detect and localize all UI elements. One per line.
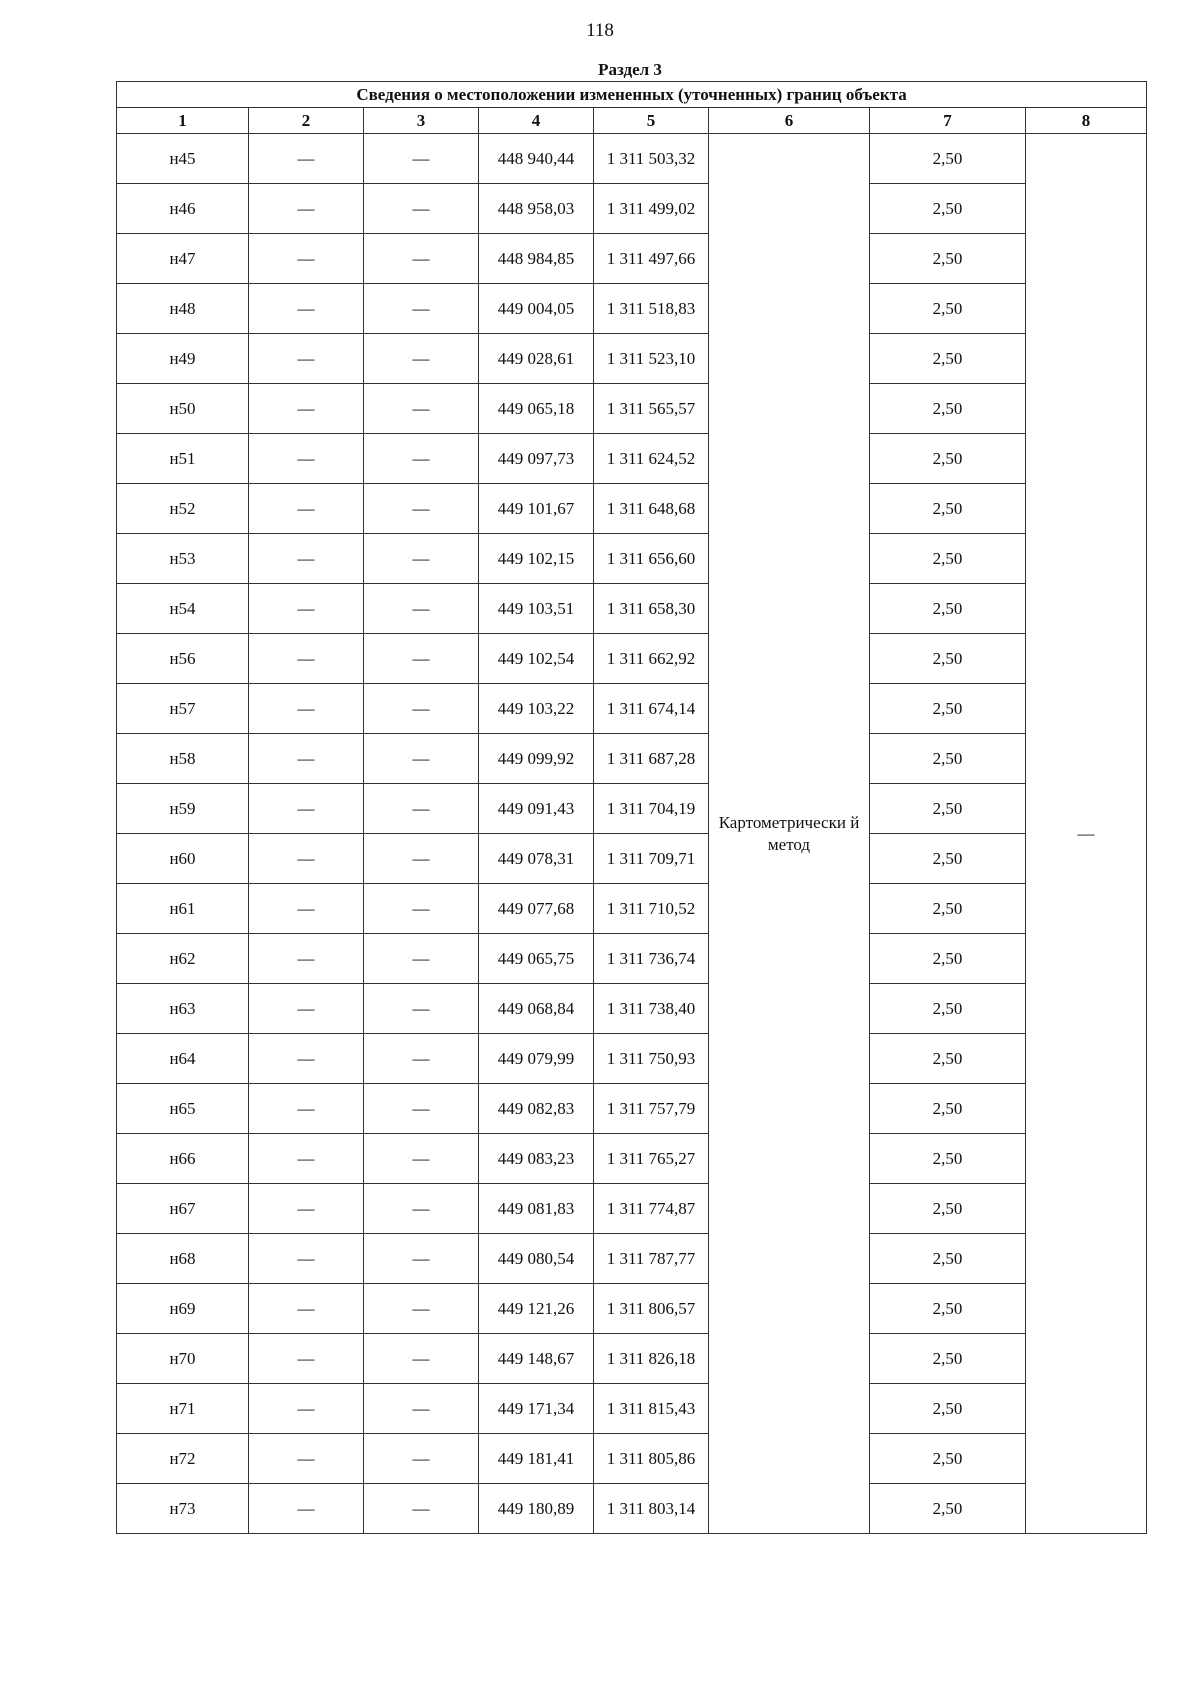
x-coordinate-cell: 449 101,67 bbox=[479, 484, 594, 534]
column-3-cell: — bbox=[364, 734, 479, 784]
table-row bbox=[117, 584, 1147, 634]
table-row bbox=[117, 734, 1147, 784]
section-title: Раздел 3 bbox=[598, 60, 662, 79]
x-coordinate-cell: 449 082,83 bbox=[479, 1084, 594, 1134]
column-2-cell: — bbox=[249, 1184, 364, 1234]
point-id-cell: н71 bbox=[117, 1384, 249, 1434]
y-coordinate-cell: 1 311 662,92 bbox=[594, 634, 709, 684]
column-3-cell: — bbox=[364, 1184, 479, 1234]
y-coordinate-cell: 1 311 738,40 bbox=[594, 984, 709, 1034]
column-3-cell: — bbox=[364, 234, 479, 284]
table-row bbox=[117, 1284, 1147, 1334]
column-3-cell: — bbox=[364, 284, 479, 334]
point-id-cell: н65 bbox=[117, 1084, 249, 1134]
table-row bbox=[117, 1184, 1147, 1234]
x-coordinate-cell: 449 079,99 bbox=[479, 1034, 594, 1084]
y-coordinate-cell: 1 311 774,87 bbox=[594, 1184, 709, 1234]
point-id-cell: н64 bbox=[117, 1034, 249, 1084]
column-2-cell: — bbox=[249, 334, 364, 384]
column-3-cell: — bbox=[364, 934, 479, 984]
y-coordinate-cell: 1 311 656,60 bbox=[594, 534, 709, 584]
column-2-cell: — bbox=[249, 284, 364, 334]
column-3-cell: — bbox=[364, 634, 479, 684]
table-row bbox=[117, 1384, 1147, 1434]
x-coordinate-cell: 449 181,41 bbox=[479, 1434, 594, 1484]
x-coordinate-cell: 449 180,89 bbox=[479, 1484, 594, 1534]
table-caption-row bbox=[117, 82, 1147, 108]
point-id-cell: н56 bbox=[117, 634, 249, 684]
column-3-cell: — bbox=[364, 1434, 479, 1484]
column-3-cell: — bbox=[364, 334, 479, 384]
precision-cell: 2,50 bbox=[870, 734, 1026, 784]
x-coordinate-cell: 449 004,05 bbox=[479, 284, 594, 334]
column-2-cell: — bbox=[249, 1334, 364, 1384]
table-row bbox=[117, 634, 1147, 684]
y-coordinate-cell: 1 311 624,52 bbox=[594, 434, 709, 484]
column-number: 3 bbox=[364, 108, 479, 134]
column-3-cell: — bbox=[364, 1034, 479, 1084]
precision-cell: 2,50 bbox=[870, 684, 1026, 734]
column-2-cell: — bbox=[249, 1234, 364, 1284]
point-id-cell: н51 bbox=[117, 434, 249, 484]
note-cell: — bbox=[1026, 134, 1147, 1534]
precision-cell: 2,50 bbox=[870, 1184, 1026, 1234]
column-number: 2 bbox=[249, 108, 364, 134]
y-coordinate-cell: 1 311 805,86 bbox=[594, 1434, 709, 1484]
point-id-cell: н49 bbox=[117, 334, 249, 384]
precision-cell: 2,50 bbox=[870, 1484, 1026, 1534]
column-2-cell: — bbox=[249, 234, 364, 284]
y-coordinate-cell: 1 311 765,27 bbox=[594, 1134, 709, 1184]
y-coordinate-cell: 1 311 648,68 bbox=[594, 484, 709, 534]
table-row bbox=[117, 234, 1147, 284]
column-3-cell: — bbox=[364, 1334, 479, 1384]
precision-cell: 2,50 bbox=[870, 534, 1026, 584]
column-number: 5 bbox=[594, 108, 709, 134]
point-id-cell: н73 bbox=[117, 1484, 249, 1534]
column-2-cell: — bbox=[249, 134, 364, 184]
column-3-cell: — bbox=[364, 1484, 479, 1534]
column-2-cell: — bbox=[249, 184, 364, 234]
table-row bbox=[117, 834, 1147, 884]
table-row bbox=[117, 134, 1147, 184]
precision-cell: 2,50 bbox=[870, 884, 1026, 934]
table-row bbox=[117, 1084, 1147, 1134]
table-row bbox=[117, 334, 1147, 384]
y-coordinate-cell: 1 311 815,43 bbox=[594, 1384, 709, 1434]
table-row bbox=[117, 784, 1147, 834]
precision-cell: 2,50 bbox=[870, 1434, 1026, 1484]
column-3-cell: — bbox=[364, 434, 479, 484]
precision-cell: 2,50 bbox=[870, 784, 1026, 834]
precision-cell: 2,50 bbox=[870, 1284, 1026, 1334]
precision-cell: 2,50 bbox=[870, 584, 1026, 634]
table-body bbox=[117, 134, 1147, 1534]
column-3-cell: — bbox=[364, 684, 479, 734]
x-coordinate-cell: 449 078,31 bbox=[479, 834, 594, 884]
table-row bbox=[117, 684, 1147, 734]
precision-cell: 2,50 bbox=[870, 434, 1026, 484]
table-row bbox=[117, 434, 1147, 484]
point-id-cell: н47 bbox=[117, 234, 249, 284]
y-coordinate-cell: 1 311 497,66 bbox=[594, 234, 709, 284]
point-id-cell: н54 bbox=[117, 584, 249, 634]
y-coordinate-cell: 1 311 503,32 bbox=[594, 134, 709, 184]
column-2-cell: — bbox=[249, 634, 364, 684]
point-id-cell: н46 bbox=[117, 184, 249, 234]
column-2-cell: — bbox=[249, 684, 364, 734]
x-coordinate-cell: 449 065,18 bbox=[479, 384, 594, 434]
boundary-coordinates-table bbox=[116, 81, 1147, 1534]
x-coordinate-cell: 448 984,85 bbox=[479, 234, 594, 284]
point-id-cell: н70 bbox=[117, 1334, 249, 1384]
column-2-cell: — bbox=[249, 1084, 364, 1134]
point-id-cell: н69 bbox=[117, 1284, 249, 1334]
x-coordinate-cell: 449 099,92 bbox=[479, 734, 594, 784]
y-coordinate-cell: 1 311 709,71 bbox=[594, 834, 709, 884]
precision-cell: 2,50 bbox=[870, 984, 1026, 1034]
column-2-cell: — bbox=[249, 1284, 364, 1334]
x-coordinate-cell: 449 068,84 bbox=[479, 984, 594, 1034]
column-2-cell: — bbox=[249, 734, 364, 784]
table-row bbox=[117, 184, 1147, 234]
column-2-cell: — bbox=[249, 1434, 364, 1484]
x-coordinate-cell: 449 103,22 bbox=[479, 684, 594, 734]
table-row bbox=[117, 1334, 1147, 1384]
column-2-cell: — bbox=[249, 834, 364, 884]
column-2-cell: — bbox=[249, 534, 364, 584]
precision-cell: 2,50 bbox=[870, 134, 1026, 184]
point-id-cell: н57 bbox=[117, 684, 249, 734]
x-coordinate-cell: 449 077,68 bbox=[479, 884, 594, 934]
y-coordinate-cell: 1 311 687,28 bbox=[594, 734, 709, 784]
x-coordinate-cell: 449 065,75 bbox=[479, 934, 594, 984]
table-row bbox=[117, 984, 1147, 1034]
precision-cell: 2,50 bbox=[870, 634, 1026, 684]
precision-cell: 2,50 bbox=[870, 934, 1026, 984]
column-3-cell: — bbox=[364, 784, 479, 834]
column-2-cell: — bbox=[249, 984, 364, 1034]
y-coordinate-cell: 1 311 803,14 bbox=[594, 1484, 709, 1534]
column-2-cell: — bbox=[249, 434, 364, 484]
column-2-cell: — bbox=[249, 884, 364, 934]
column-3-cell: — bbox=[364, 1134, 479, 1184]
column-2-cell: — bbox=[249, 584, 364, 634]
column-2-cell: — bbox=[249, 484, 364, 534]
column-3-cell: — bbox=[364, 484, 479, 534]
column-number-row bbox=[117, 108, 1147, 134]
table-row bbox=[117, 884, 1147, 934]
precision-cell: 2,50 bbox=[870, 484, 1026, 534]
column-2-cell: — bbox=[249, 934, 364, 984]
method-cell: Картометрически й метод bbox=[709, 134, 870, 1534]
table-caption: Сведения о местоположении измененных (уточненных) границ объекта bbox=[117, 82, 1147, 108]
column-number: 6 bbox=[709, 108, 870, 134]
y-coordinate-cell: 1 311 757,79 bbox=[594, 1084, 709, 1134]
precision-cell: 2,50 bbox=[870, 284, 1026, 334]
y-coordinate-cell: 1 311 787,77 bbox=[594, 1234, 709, 1284]
precision-cell: 2,50 bbox=[870, 1234, 1026, 1284]
x-coordinate-cell: 449 080,54 bbox=[479, 1234, 594, 1284]
column-3-cell: — bbox=[364, 384, 479, 434]
point-id-cell: н67 bbox=[117, 1184, 249, 1234]
x-coordinate-cell: 449 083,23 bbox=[479, 1134, 594, 1184]
precision-cell: 2,50 bbox=[870, 1384, 1026, 1434]
precision-cell: 2,50 bbox=[870, 1334, 1026, 1384]
table-row bbox=[117, 1234, 1147, 1284]
column-2-cell: — bbox=[249, 1134, 364, 1184]
precision-cell: 2,50 bbox=[870, 1134, 1026, 1184]
column-3-cell: — bbox=[364, 834, 479, 884]
table-row bbox=[117, 1034, 1147, 1084]
y-coordinate-cell: 1 311 523,10 bbox=[594, 334, 709, 384]
column-number: 8 bbox=[1026, 108, 1147, 134]
table-row bbox=[117, 1134, 1147, 1184]
table-row bbox=[117, 484, 1147, 534]
column-3-cell: — bbox=[364, 534, 479, 584]
column-3-cell: — bbox=[364, 1084, 479, 1134]
x-coordinate-cell: 449 102,15 bbox=[479, 534, 594, 584]
y-coordinate-cell: 1 311 658,30 bbox=[594, 584, 709, 634]
point-id-cell: н63 bbox=[117, 984, 249, 1034]
point-id-cell: н59 bbox=[117, 784, 249, 834]
point-id-cell: н66 bbox=[117, 1134, 249, 1184]
column-3-cell: — bbox=[364, 1384, 479, 1434]
point-id-cell: н45 bbox=[117, 134, 249, 184]
precision-cell: 2,50 bbox=[870, 834, 1026, 884]
column-2-cell: — bbox=[249, 784, 364, 834]
precision-cell: 2,50 bbox=[870, 1034, 1026, 1084]
column-2-cell: — bbox=[249, 384, 364, 434]
x-coordinate-cell: 449 102,54 bbox=[479, 634, 594, 684]
precision-cell: 2,50 bbox=[870, 184, 1026, 234]
column-2-cell: — bbox=[249, 1484, 364, 1534]
point-id-cell: н53 bbox=[117, 534, 249, 584]
column-3-cell: — bbox=[364, 134, 479, 184]
column-3-cell: — bbox=[364, 1234, 479, 1284]
column-2-cell: — bbox=[249, 1384, 364, 1434]
precision-cell: 2,50 bbox=[870, 384, 1026, 434]
y-coordinate-cell: 1 311 704,19 bbox=[594, 784, 709, 834]
page-number: 118 bbox=[586, 20, 614, 41]
precision-cell: 2,50 bbox=[870, 1084, 1026, 1134]
point-id-cell: н61 bbox=[117, 884, 249, 934]
point-id-cell: н72 bbox=[117, 1434, 249, 1484]
point-id-cell: н68 bbox=[117, 1234, 249, 1284]
table-row bbox=[117, 534, 1147, 584]
point-id-cell: н50 bbox=[117, 384, 249, 434]
x-coordinate-cell: 448 958,03 bbox=[479, 184, 594, 234]
y-coordinate-cell: 1 311 518,83 bbox=[594, 284, 709, 334]
y-coordinate-cell: 1 311 565,57 bbox=[594, 384, 709, 434]
point-id-cell: н52 bbox=[117, 484, 249, 534]
column-3-cell: — bbox=[364, 884, 479, 934]
x-coordinate-cell: 449 171,34 bbox=[479, 1384, 594, 1434]
point-id-cell: н58 bbox=[117, 734, 249, 784]
y-coordinate-cell: 1 311 806,57 bbox=[594, 1284, 709, 1334]
column-3-cell: — bbox=[364, 184, 479, 234]
table-row bbox=[117, 934, 1147, 984]
table-row bbox=[117, 1434, 1147, 1484]
y-coordinate-cell: 1 311 499,02 bbox=[594, 184, 709, 234]
column-3-cell: — bbox=[364, 984, 479, 1034]
x-coordinate-cell: 449 081,83 bbox=[479, 1184, 594, 1234]
y-coordinate-cell: 1 311 826,18 bbox=[594, 1334, 709, 1384]
precision-cell: 2,50 bbox=[870, 234, 1026, 284]
column-number: 1 bbox=[117, 108, 249, 134]
x-coordinate-cell: 449 148,67 bbox=[479, 1334, 594, 1384]
x-coordinate-cell: 449 097,73 bbox=[479, 434, 594, 484]
table-row bbox=[117, 284, 1147, 334]
x-coordinate-cell: 449 121,26 bbox=[479, 1284, 594, 1334]
x-coordinate-cell: 448 940,44 bbox=[479, 134, 594, 184]
column-3-cell: — bbox=[364, 1284, 479, 1334]
point-id-cell: н60 bbox=[117, 834, 249, 884]
column-number: 4 bbox=[479, 108, 594, 134]
y-coordinate-cell: 1 311 750,93 bbox=[594, 1034, 709, 1084]
x-coordinate-cell: 449 028,61 bbox=[479, 334, 594, 384]
table-row bbox=[117, 384, 1147, 434]
y-coordinate-cell: 1 311 674,14 bbox=[594, 684, 709, 734]
point-id-cell: н48 bbox=[117, 284, 249, 334]
point-id-cell: н62 bbox=[117, 934, 249, 984]
column-number: 7 bbox=[870, 108, 1026, 134]
y-coordinate-cell: 1 311 710,52 bbox=[594, 884, 709, 934]
precision-cell: 2,50 bbox=[870, 334, 1026, 384]
column-3-cell: — bbox=[364, 584, 479, 634]
column-2-cell: — bbox=[249, 1034, 364, 1084]
x-coordinate-cell: 449 103,51 bbox=[479, 584, 594, 634]
x-coordinate-cell: 449 091,43 bbox=[479, 784, 594, 834]
y-coordinate-cell: 1 311 736,74 bbox=[594, 934, 709, 984]
table-row bbox=[117, 1484, 1147, 1534]
